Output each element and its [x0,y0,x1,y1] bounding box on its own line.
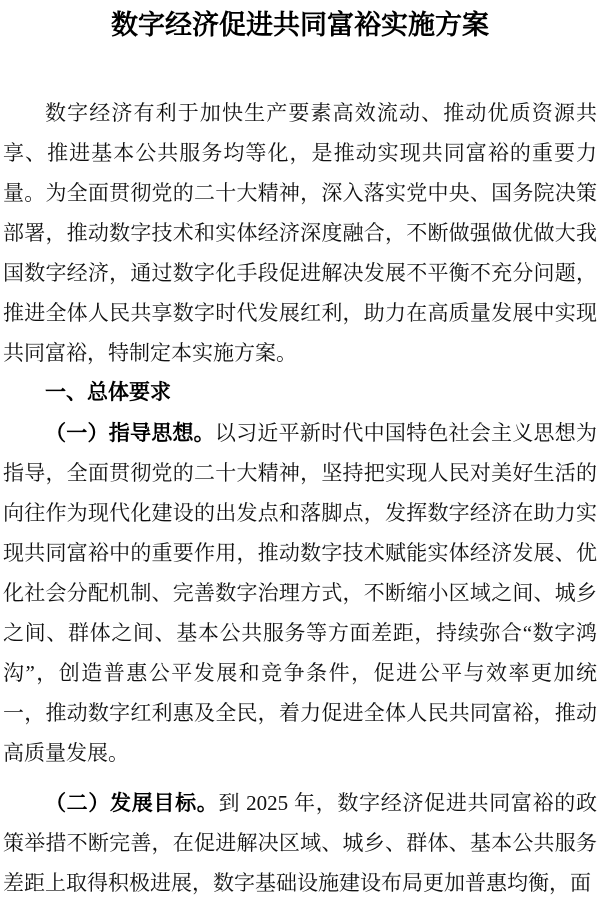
section-heading-overall-requirements: 一、总体要求 [45,381,171,404]
paragraph-text-guiding-ideology: 以习近平新时代中国特色社会主义思想为指导，全面贯彻党的二十大精神，坚持把实现人民对美好生活的向往作为现代化建设的出发点和落脚点，发挥数字经济在助力实现共同富裕中的重要作用，推动数字技术赋能实体经济发展、优化社会分配机制、完善数字治理方式，不断缩小区域之间、城乡之间、群体之间、基本公共服务等方面差距，持续弥合“数字鸿沟”，创造普惠公平发展和竞争条件，促进公平与效率更加统一，推动数字红利惠及全民，着力促进全体人民共同富裕，推动高质量发展。 [3,421,598,765]
paragraph-guiding-ideology [3,413,597,773]
document-title: 数字经济促进共同富裕实施方案 [111,10,489,40]
intro-paragraph: 数字经济有利于加快生产要素高效流动、推动优质资源共享、推进基本公共服务均等化，是推动实现共同富裕的重要力量。为全面贯彻党的二十大精神，深入落实党中央、国务院决策部署，推动数字技术和实体经济深度融合，不断做强做优做大我国数字经济，通过数字化手段促进解决发展不平衡不充分问题，推进全体人民共享数字时代发展红利，助力在高质量发展中实现共同富裕，特制定本实施方案。 [3,101,597,365]
document-body [3,93,597,902]
paragraph-lead-development-goals: （二）发展目标。 [45,791,219,815]
paragraph-lead-guiding-ideology: （一）指导思想。 [45,421,215,445]
paragraph-text-development-goals: 到 2025 年，数字经济促进共同富裕的政策举措不断完善，在促进解决区域、城乡、群体、基本公共服务差距上取得积极进展，数字基础设施建设布局更加普惠均衡，面 [3,791,597,895]
paragraph-development-goals [3,783,597,902]
